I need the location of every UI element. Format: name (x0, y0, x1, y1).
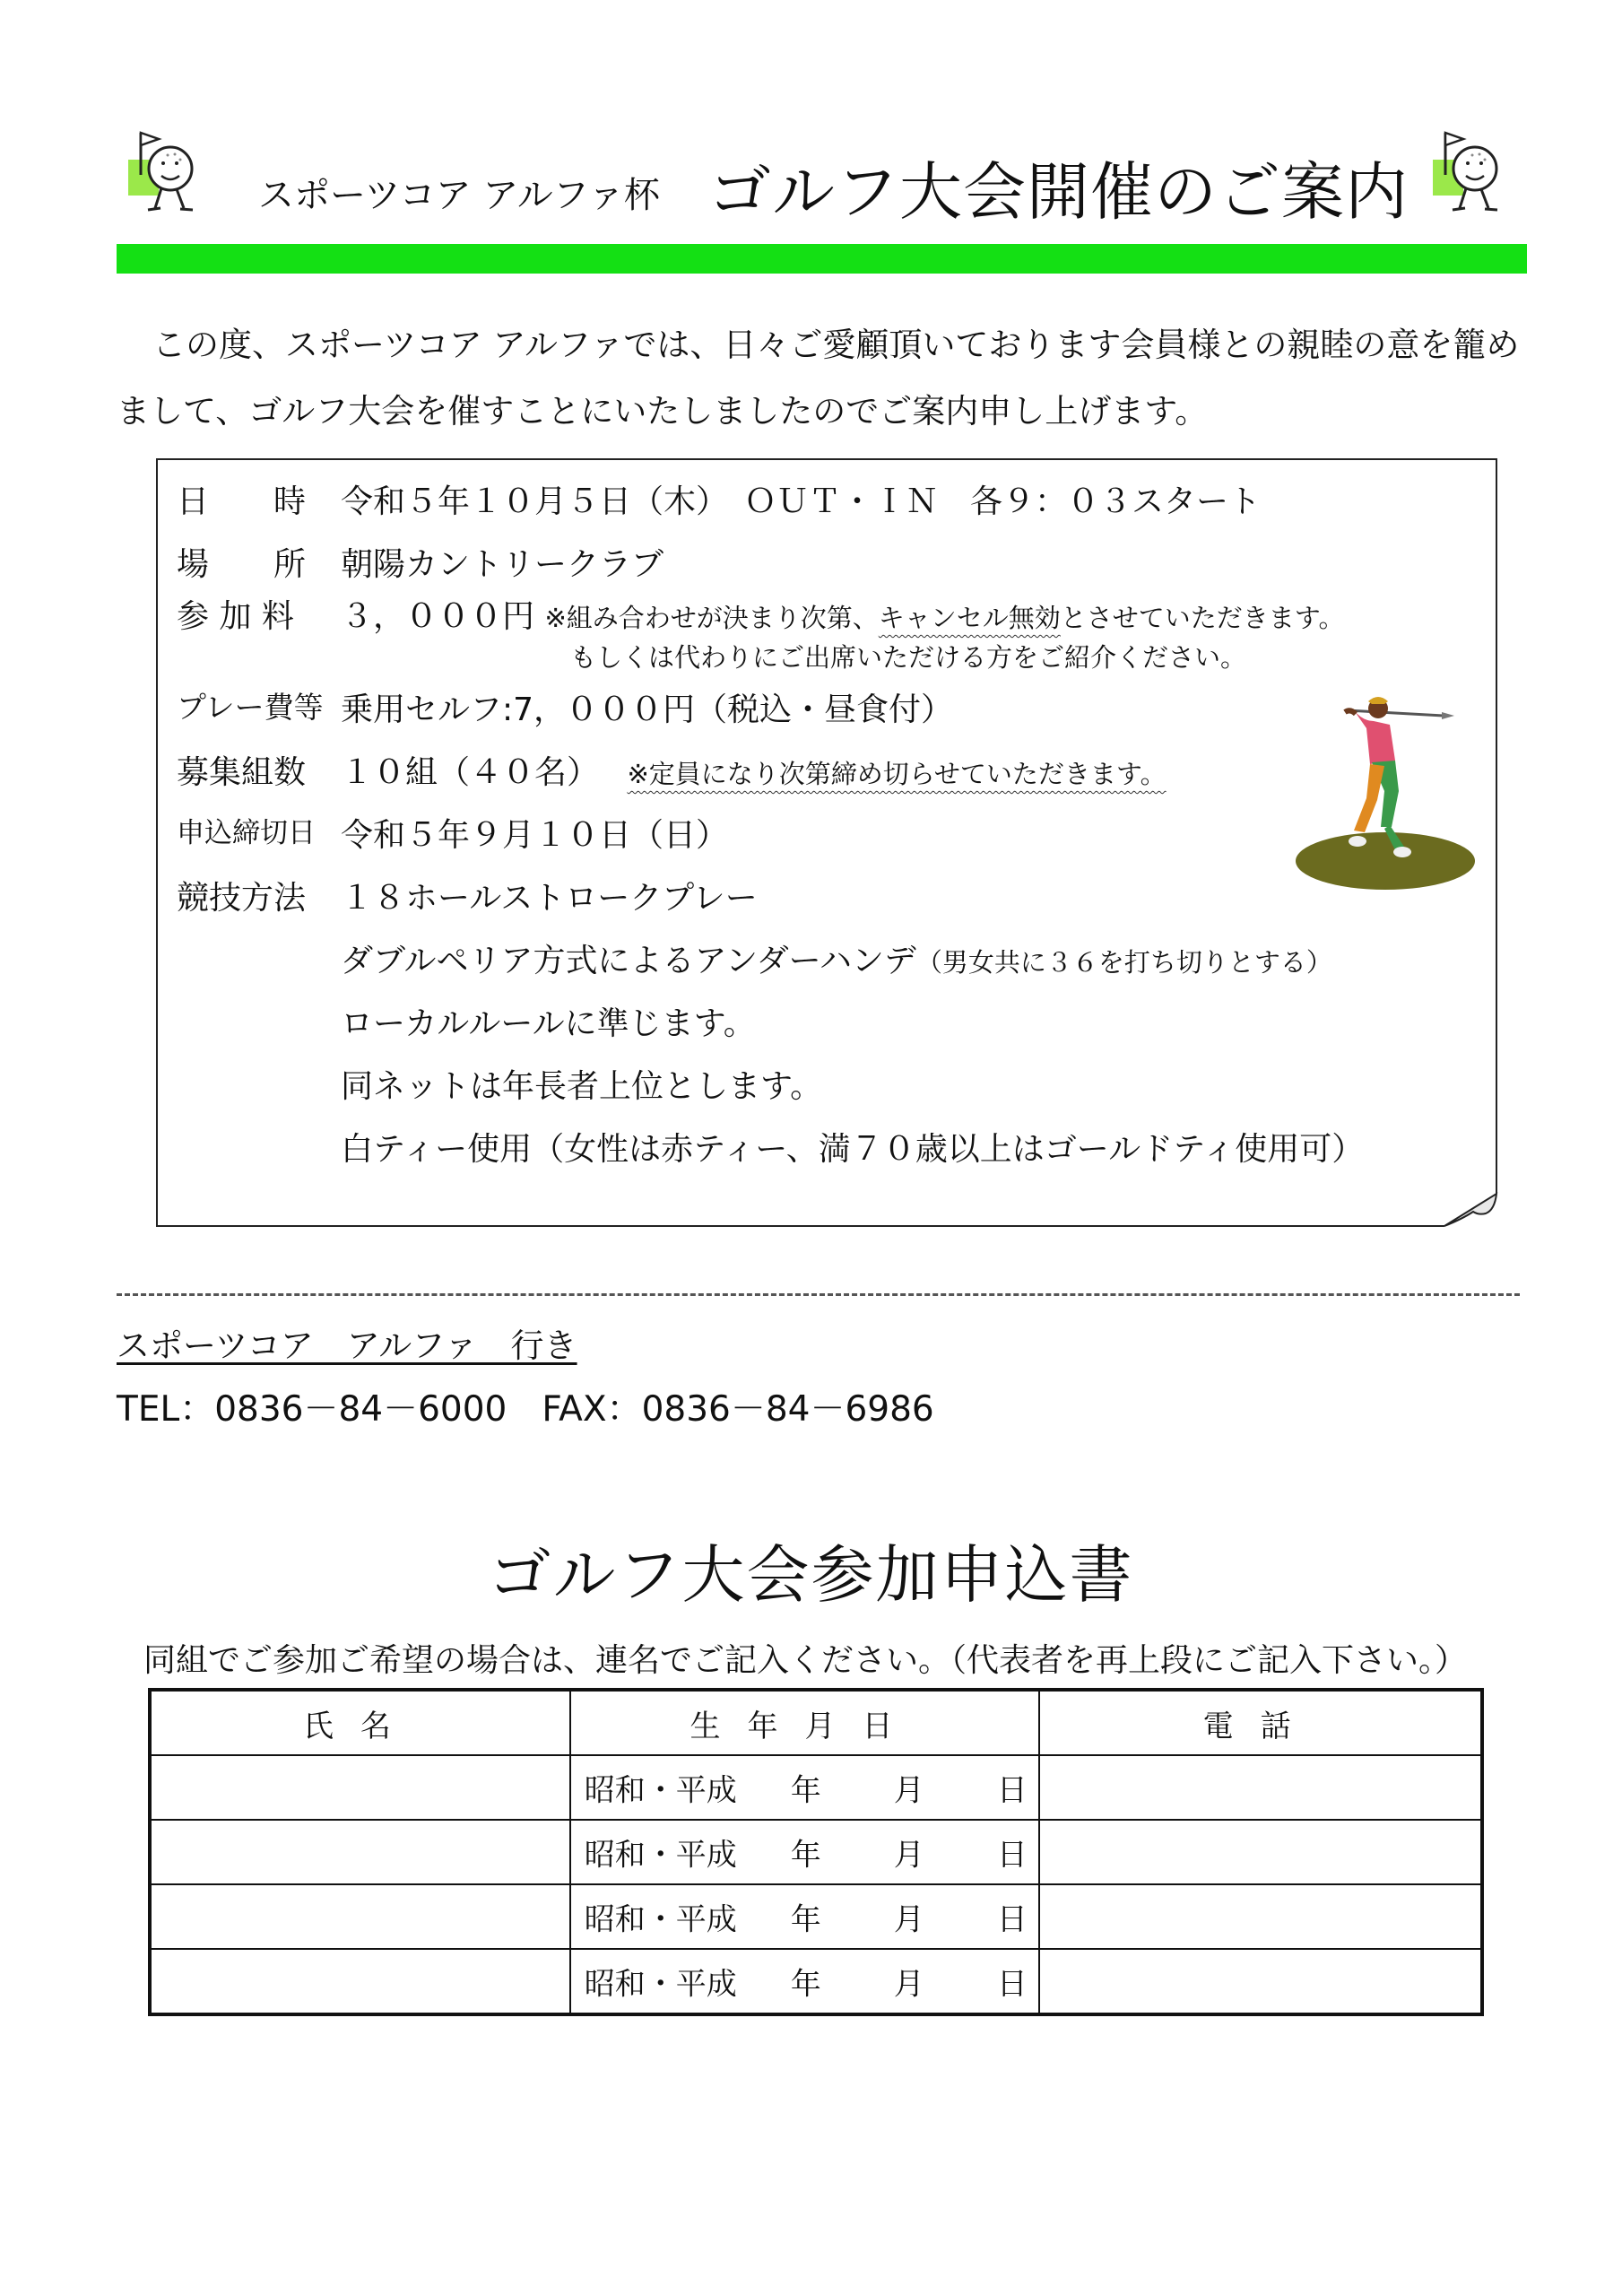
month-label: 月 (893, 1772, 924, 1809)
table-header-row (150, 1690, 1482, 1755)
value-play-fee: 乗用セルフ:7，０００円（税込・昼食付） (341, 691, 954, 728)
value-groups (341, 747, 1167, 793)
name-cell[interactable] (150, 1820, 570, 1884)
value-deadline: 令和５年９月１０日（日） (341, 817, 729, 854)
era-label: 昭和・平成 (584, 1772, 737, 1809)
label-play-fee: プレー費等 (177, 690, 324, 725)
label-fee: 参 加 料 (177, 598, 294, 635)
application-table (148, 1688, 1484, 2016)
value-fee (341, 591, 1344, 637)
contact-numbers: TEL：0836－84－6000 FAX：0836－84－6986 (117, 1389, 934, 1430)
birthdate-cell[interactable] (570, 1755, 1040, 1820)
day-label: 日 (996, 1966, 1028, 2003)
fee-note (544, 603, 1344, 633)
fee-note-post: とさせていただきます。 (1060, 603, 1345, 633)
label-method: 競技方法 (177, 880, 307, 917)
birthdate-cell[interactable] (570, 1949, 1040, 2014)
method-line-2-text: ダブルペリア方式によるアンダーハンデ (341, 943, 916, 979)
table-row (150, 1884, 1482, 1949)
label-venue: 場 所 (177, 546, 307, 583)
golf-ball-mascot-icon (121, 126, 202, 224)
name-cell[interactable] (150, 1884, 570, 1949)
table-row (150, 1949, 1482, 2014)
month-label: 月 (893, 1837, 924, 1874)
fee-note-emphasis: キャンセル無効 (878, 603, 1061, 633)
value-method-1: １８ホールストロークプレー (341, 880, 758, 917)
era-label: 昭和・平成 (584, 1966, 737, 2003)
fee-note-pre: ※組み合わせが決まり次第、 (544, 603, 879, 633)
year-label: 年 (790, 1772, 821, 1809)
header-name: 氏名 (150, 1690, 570, 1755)
label-datetime: 日 時 (177, 483, 307, 520)
form-title: ゴルフ大会参加申込書 (488, 1538, 1134, 1612)
fee-note-2: もしくは代わりにご出席いただける方をご紹介ください。 (570, 642, 1247, 673)
birthdate-cell[interactable] (570, 1884, 1040, 1949)
phone-cell[interactable] (1039, 1755, 1482, 1820)
value-venue: 朝陽カントリークラブ (341, 546, 664, 583)
reply-destination: スポーツコア アルファ 行き (117, 1326, 577, 1365)
era-label: 昭和・平成 (584, 1901, 737, 1938)
phone-cell[interactable] (1039, 1884, 1482, 1949)
day-label: 日 (996, 1772, 1028, 1809)
header-phone: 電話 (1039, 1690, 1482, 1755)
groups-note: ※定員になり次第締め切らせていただきます。 (627, 759, 1167, 789)
page-title: ゴルフ大会開催のご案内 (708, 155, 1409, 229)
cut-line (117, 1293, 1520, 1296)
year-label: 年 (790, 1837, 821, 1874)
table-row (150, 1820, 1482, 1884)
phone-cell[interactable] (1039, 1820, 1482, 1884)
intro-paragraph: この度、スポーツコア アルファでは、日々ご愛顧頂いております会員様との親睦の意を籠めまして、ゴルフ大会を催すことにいたしましたのでご案内申し上げます。 (117, 326, 1520, 430)
year-label: 年 (790, 1901, 821, 1938)
golfer-swing-icon (1291, 674, 1479, 899)
phone-cell[interactable] (1039, 1949, 1482, 2014)
month-label: 月 (893, 1966, 924, 2003)
label-deadline: 申込締切日 (177, 817, 316, 849)
name-cell[interactable] (150, 1949, 570, 2014)
method-line-2 (341, 935, 1332, 981)
method-line-5: 白ティー使用（女性は赤ティー、満７０歳以上はゴールドティ使用可） (341, 1131, 1365, 1168)
birthdate-cell[interactable] (570, 1820, 1040, 1884)
year-label: 年 (790, 1966, 821, 2003)
table-row (150, 1755, 1482, 1820)
method-line-2-note: （男女共に３６を打ち切りとする） (915, 947, 1332, 978)
method-line-3: ローカルルールに準じます。 (341, 1005, 756, 1042)
value-datetime: 令和５年１０月５日（木） ＯＵＴ・ＩＮ 各９：０３スタート (341, 483, 1262, 520)
day-label: 日 (996, 1837, 1028, 1874)
month-label: 月 (893, 1901, 924, 1938)
fee-amount: ３，０００円 (341, 598, 535, 635)
page-curl-icon (1443, 1192, 1498, 1228)
golf-ball-mascot-icon (1426, 126, 1506, 224)
era-label: 昭和・平成 (584, 1837, 737, 1874)
method-line-4: 同ネットは年長者上位とします。 (341, 1068, 823, 1105)
label-groups: 募集組数 (177, 754, 307, 791)
header-divider (117, 244, 1527, 274)
day-label: 日 (996, 1901, 1028, 1938)
header-birthdate: 生年月日 (570, 1690, 1040, 1755)
form-note: 同組でご参加ご希望の場合は、連名でご記入ください。（代表者を再上段にご記入下さい。） (143, 1642, 1468, 1679)
event-subtitle: スポーツコア アルファ杯 (258, 175, 660, 216)
groups-count: １０組（４０名） (341, 754, 600, 791)
name-cell[interactable] (150, 1755, 570, 1820)
